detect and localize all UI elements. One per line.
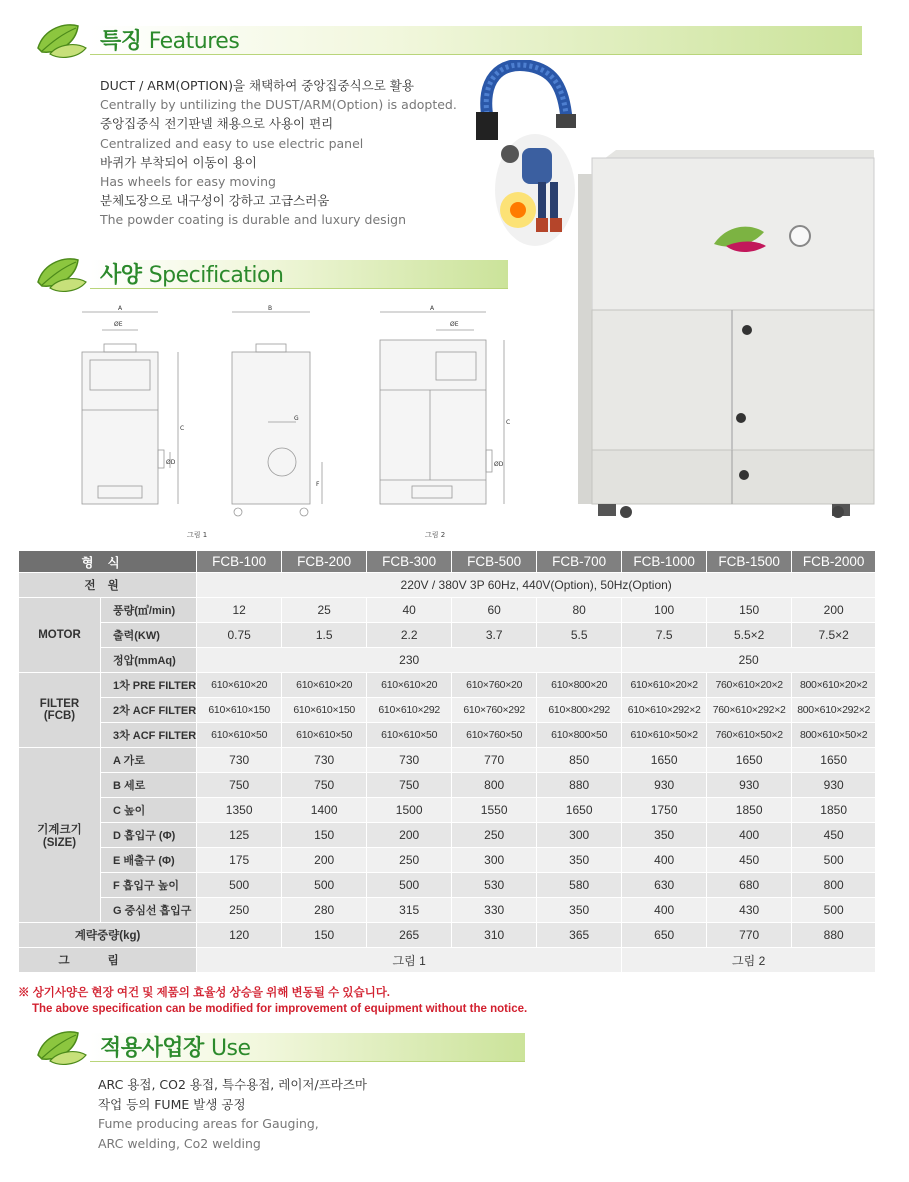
row-label: C 높이 <box>101 798 197 823</box>
row-label: D 흡입구 (Φ) <box>101 823 197 848</box>
leaf-icon <box>32 20 90 60</box>
features-section-header <box>32 20 862 60</box>
row-label: A 가로 <box>101 748 197 773</box>
feature-en: Has wheels for easy moving <box>100 174 276 190</box>
cell: 230 <box>197 648 622 673</box>
dim-a: A <box>118 305 123 312</box>
cell: 265 <box>367 923 452 948</box>
cell: 500 <box>367 873 452 898</box>
cell: 1350 <box>197 798 282 823</box>
cell: 680 <box>707 873 792 898</box>
table-row <box>19 948 876 973</box>
use-ko: 작업 등의 FUME 발생 공정 <box>98 1096 246 1112</box>
cell: 500 <box>197 873 282 898</box>
use-list <box>98 1075 367 1153</box>
cell: 930 <box>792 773 876 798</box>
cell: 80 <box>537 598 622 623</box>
table-row <box>19 723 876 748</box>
cell: 730 <box>197 748 282 773</box>
cell: 25 <box>282 598 367 623</box>
cell: 770 <box>452 748 537 773</box>
cell: 350 <box>537 848 622 873</box>
cell: 610×610×20×2 <box>622 673 707 698</box>
size-label <box>19 748 101 923</box>
cell: 200 <box>282 848 367 873</box>
cell: 250 <box>367 848 452 873</box>
cell: 500 <box>792 898 876 923</box>
dim-d: ØD <box>166 459 176 466</box>
cell: 5.5×2 <box>707 623 792 648</box>
motor-label: MOTOR <box>19 598 101 673</box>
cell: 610×800×20 <box>537 673 622 698</box>
cell: 730 <box>367 748 452 773</box>
cell: 500 <box>792 848 876 873</box>
model-header: FCB-500 <box>452 551 537 573</box>
title-en: Specification <box>148 263 284 288</box>
cell: 350 <box>537 898 622 923</box>
cell: 610×610×50 <box>282 723 367 748</box>
table-row <box>19 773 876 798</box>
filter-label-line1: FILTER <box>39 698 80 710</box>
section-title <box>100 258 283 289</box>
fig1-side-view <box>232 312 322 516</box>
cell: 760×610×50×2 <box>707 723 792 748</box>
filter-label-line2: (FCB) <box>43 710 76 722</box>
cell: 250 <box>622 648 876 673</box>
cell: 610×610×292 <box>367 698 452 723</box>
spec-section-header <box>32 254 512 294</box>
welding-arm-illustration <box>470 60 580 250</box>
size-label-line1: 기계크기 <box>37 824 82 836</box>
cell: 610×800×292 <box>537 698 622 723</box>
feature-en: Centralized and easy to use electric panel <box>100 135 364 151</box>
table-row <box>19 923 876 948</box>
cell: 450 <box>707 848 792 873</box>
dim-c: C <box>506 419 511 426</box>
cell: 60 <box>452 598 537 623</box>
model-header: FCB-1000 <box>622 551 707 573</box>
dim-e: ØE <box>450 321 459 328</box>
cell: 610×610×20 <box>367 673 452 698</box>
table-row <box>19 698 876 723</box>
cell: 그림 1 <box>197 948 622 973</box>
row-label: 1차 PRE FILTER <box>101 673 197 698</box>
cell: 850 <box>537 748 622 773</box>
use-section-header <box>32 1027 532 1067</box>
cell: 1750 <box>622 798 707 823</box>
table-header-row <box>19 551 876 573</box>
cell: 250 <box>452 823 537 848</box>
model-header: FCB-1500 <box>707 551 792 573</box>
cell: 125 <box>197 823 282 848</box>
cell: 7.5 <box>622 623 707 648</box>
cell: 610×610×150 <box>197 698 282 723</box>
cell: 330 <box>452 898 537 923</box>
title-ko: 적용사업장 <box>100 1036 204 1061</box>
cell: 150 <box>282 923 367 948</box>
row-label: 정압(mmAq) <box>101 648 197 673</box>
features-list <box>100 76 457 230</box>
feature-ko: 중앙집중식 전기판넬 채용으로 사용이 편리 <box>100 116 334 132</box>
cell: 1.5 <box>282 623 367 648</box>
dim-b: B <box>268 305 273 312</box>
cell: 750 <box>197 773 282 798</box>
cell: 1400 <box>282 798 367 823</box>
row-label: 2차 ACF FILTER <box>101 698 197 723</box>
cell: 1650 <box>537 798 622 823</box>
header-label: 형식 <box>19 551 197 573</box>
cell: 175 <box>197 848 282 873</box>
title-ko: 사양 <box>100 263 142 288</box>
dim-e: ØE <box>114 321 123 328</box>
cell: 760×610×20×2 <box>707 673 792 698</box>
cell: 350 <box>622 823 707 848</box>
spec-notice <box>18 985 527 1017</box>
notice-ko: ※ 상기사양은 현장 여건 및 제품의 효율성 상승을 위해 변동될 수 있습니다. <box>18 987 390 999</box>
cell: 610×610×20 <box>197 673 282 698</box>
cell: 7.5×2 <box>792 623 876 648</box>
table-row <box>19 598 876 623</box>
cell: 800 <box>452 773 537 798</box>
cell: 610×800×50 <box>537 723 622 748</box>
notice-en: The above specification can be modified for improvement of equipment without the notice. <box>32 1003 528 1015</box>
model-header: FCB-300 <box>367 551 452 573</box>
cell: 120 <box>197 923 282 948</box>
cell: 530 <box>452 873 537 898</box>
row-label: 풍량(㎥/min) <box>101 598 197 623</box>
dim-g: G <box>294 415 299 422</box>
cell: 580 <box>537 873 622 898</box>
table-row <box>19 873 876 898</box>
use-en: ARC welding, Co2 welding <box>98 1135 261 1151</box>
table-row <box>19 823 876 848</box>
feature-en: The powder coating is durable and luxury design <box>100 212 407 228</box>
table-row <box>19 748 876 773</box>
cell: 300 <box>452 848 537 873</box>
cell: 1650 <box>792 748 876 773</box>
dim-a: A <box>430 305 435 312</box>
row-label: E 배출구 (Φ) <box>101 848 197 873</box>
cell: 430 <box>707 898 792 923</box>
cell: 2.2 <box>367 623 452 648</box>
cell: 그림 2 <box>622 948 876 973</box>
cell: 880 <box>537 773 622 798</box>
cell: 610×610×20 <box>282 673 367 698</box>
cell: 310 <box>452 923 537 948</box>
cell: 800×610×292×2 <box>792 698 876 723</box>
cell: 450 <box>792 823 876 848</box>
fig2-front-view <box>380 312 504 504</box>
cell: 610×610×50 <box>367 723 452 748</box>
cell: 610×760×50 <box>452 723 537 748</box>
technical-drawings <box>74 302 534 542</box>
cell: 1850 <box>707 798 792 823</box>
cell: 770 <box>707 923 792 948</box>
row-label: 출력(KW) <box>101 623 197 648</box>
figure-label: 그림 <box>19 948 197 973</box>
cell: 610×760×20 <box>452 673 537 698</box>
cell: 880 <box>792 923 876 948</box>
row-label: 3차 ACF FILTER <box>101 723 197 748</box>
cell: 800×610×50×2 <box>792 723 876 748</box>
spec-table <box>18 550 876 973</box>
cell: 150 <box>707 598 792 623</box>
dim-d: ØD <box>494 461 504 468</box>
weight-label: 계략중량(kg) <box>19 923 197 948</box>
cell: 40 <box>367 598 452 623</box>
cell: 610×610×292×2 <box>622 698 707 723</box>
cell: 650 <box>622 923 707 948</box>
model-header: FCB-100 <box>197 551 282 573</box>
feature-en: Centrally by untilizing the DUST/ARM(Option) is adopted. <box>100 97 457 113</box>
cell: 300 <box>537 823 622 848</box>
cell: 800×610×20×2 <box>792 673 876 698</box>
cell: 100 <box>622 598 707 623</box>
section-title <box>100 1031 251 1062</box>
cell: 1650 <box>622 748 707 773</box>
leaf-icon <box>32 1027 90 1067</box>
table-row <box>19 573 876 598</box>
cell: 610×760×292 <box>452 698 537 723</box>
cell: 930 <box>622 773 707 798</box>
model-header: FCB-2000 <box>792 551 876 573</box>
row-label: F 흡입구 높이 <box>101 873 197 898</box>
fig2-caption: 그림 2 <box>425 531 446 539</box>
dust-collector-photo <box>576 150 876 522</box>
cell: 1650 <box>707 748 792 773</box>
table-row <box>19 673 876 698</box>
cell: 750 <box>282 773 367 798</box>
cell: 630 <box>622 873 707 898</box>
table-row <box>19 623 876 648</box>
cell: 315 <box>367 898 452 923</box>
cell: 500 <box>282 873 367 898</box>
cell: 1500 <box>367 798 452 823</box>
cell: 1550 <box>452 798 537 823</box>
cell: 5.5 <box>537 623 622 648</box>
cell: 750 <box>367 773 452 798</box>
use-ko: ARC 용접, CO2 용접, 특수용접, 레이저/프라즈마 <box>98 1077 367 1092</box>
filter-label <box>19 673 101 748</box>
cell: 730 <box>282 748 367 773</box>
use-en: Fume producing areas for Gauging, <box>98 1116 319 1131</box>
section-title <box>100 24 239 55</box>
cell: 400 <box>622 898 707 923</box>
cell: 250 <box>197 898 282 923</box>
cell: 400 <box>622 848 707 873</box>
model-header: FCB-700 <box>537 551 622 573</box>
cell: 12 <box>197 598 282 623</box>
cell: 610×610×150 <box>282 698 367 723</box>
title-en: Features <box>148 29 240 54</box>
feature-ko: DUCT / ARM(OPTION)을 채택하여 중앙집중식으로 활용 <box>100 78 414 93</box>
cell: 0.75 <box>197 623 282 648</box>
cell: 200 <box>367 823 452 848</box>
cell: 200 <box>792 598 876 623</box>
size-label-line2: (SIZE) <box>42 837 77 849</box>
cell: 3.7 <box>452 623 537 648</box>
cell: 930 <box>707 773 792 798</box>
title-ko: 특징 <box>100 29 142 54</box>
table-row <box>19 898 876 923</box>
fig1-front-view <box>82 312 178 504</box>
title-en: Use <box>210 1036 251 1061</box>
cell: 280 <box>282 898 367 923</box>
model-header: FCB-200 <box>282 551 367 573</box>
row-label: G 중심선 흡입구 <box>101 898 197 923</box>
cell: 150 <box>282 823 367 848</box>
cell: 760×610×292×2 <box>707 698 792 723</box>
cell: 400 <box>707 823 792 848</box>
feature-ko: 분체도장으로 내구성이 강하고 고급스러움 <box>100 193 330 209</box>
dim-f: F <box>316 481 320 488</box>
fig1-caption: 그림 1 <box>187 531 208 539</box>
cell: 800 <box>792 873 876 898</box>
dim-c: C <box>180 425 185 432</box>
table-row <box>19 848 876 873</box>
power-value: 220V / 380V 3P 60Hz, 440V(Option), 50Hz(Option) <box>197 573 876 598</box>
cell: 610×610×50×2 <box>622 723 707 748</box>
table-row <box>19 798 876 823</box>
cell: 365 <box>537 923 622 948</box>
power-label: 전원 <box>19 573 197 598</box>
row-label: B 세로 <box>101 773 197 798</box>
feature-ko: 바퀴가 부착되어 이동이 용이 <box>100 154 257 170</box>
cell: 610×610×50 <box>197 723 282 748</box>
table-row <box>19 648 876 673</box>
leaf-icon <box>32 254 90 294</box>
cell: 1850 <box>792 798 876 823</box>
